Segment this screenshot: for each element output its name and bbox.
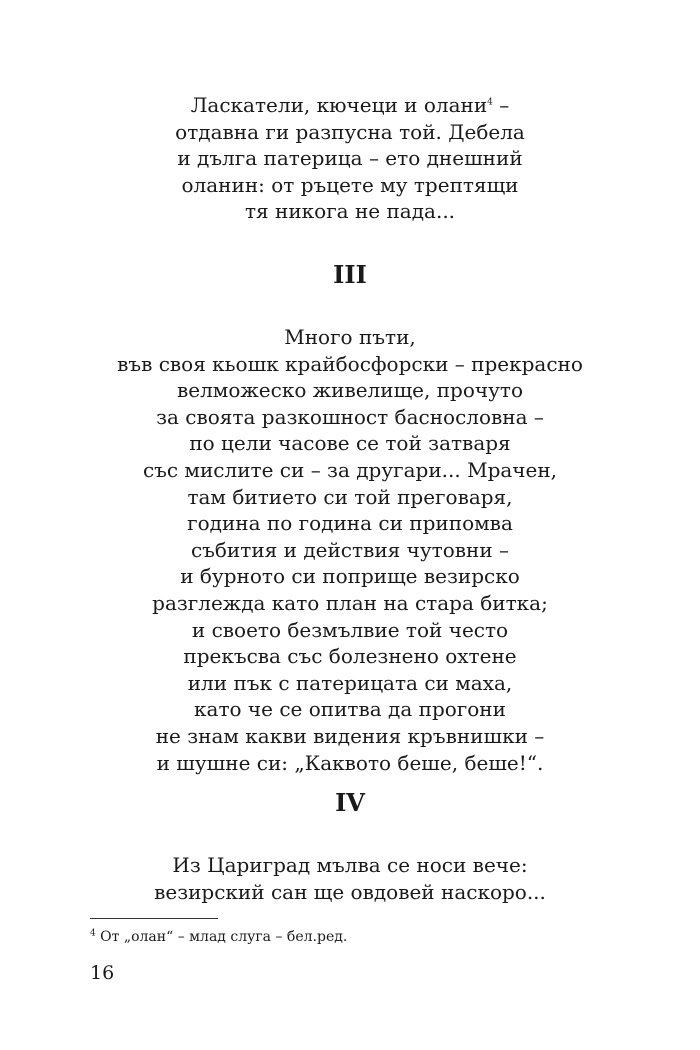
verse-line: там битието си той преговаря, [187,484,513,509]
verse-line: тя никога не пада... [244,199,456,224]
verse-line: и бурното си поприще везирско [180,564,520,589]
verse-line: везирский сан ще овдовей наскоро... [154,879,546,904]
verse-line: отдавна ги разпусна той. Дебела [175,119,525,144]
footnote-text: От „олан“ – млад слуга – бел.ред. [95,929,348,945]
verse-line: разглежда като план на стара битка; [152,590,548,615]
verse-line: и дълга патерица – ето днешний [177,146,523,171]
stanza-2 [90,324,610,776]
verse-line: със мислите си – за другари... Мрачен, [142,457,558,482]
verse-line: за своята разкошност баснословна – [156,404,544,429]
footnote [90,928,347,946]
section-heading-iv: IV [335,788,365,817]
page-number: 16 [90,962,115,984]
verse-line: година по година си припомва [187,511,513,536]
verse-line: Ласкатели, кючеци и олани$^4$ – [190,93,510,117]
verse-line: във своя кьошк крайбосфорски – прекрасно [117,351,583,376]
stanza-3 [90,852,610,905]
verse-line: прекъсва със болезнено охтене [183,644,517,669]
verse-line: и шушне си: „Каквото беше, беше!“. [156,750,544,775]
footnote-reference: 4 [487,97,493,108]
verse-line: и своето безмълвие той често [191,617,509,642]
section-heading-iii: III [333,260,367,289]
verse-line: не знам какви видения кръвнишки – [155,723,545,748]
footnote-marker: 4 [90,928,96,939]
verse-line: Из Цариград мълва се носи вече: [172,853,528,877]
verse-line: или пък с патерицата си маха, [187,670,513,695]
verse-line: оланин: от ръцете му трептящи [181,172,519,197]
verse-line: велможеско живелище, прочуто [176,378,523,403]
footnote-divider [90,918,218,919]
verse-line: Много пъти, [284,325,416,349]
stanza-1 [90,92,610,225]
verse-line: като че се опитва да прогони [194,697,506,722]
verse-line: събития и действия чутовни – [190,537,510,562]
verse-line: по цели часове се той затваря [189,431,511,456]
